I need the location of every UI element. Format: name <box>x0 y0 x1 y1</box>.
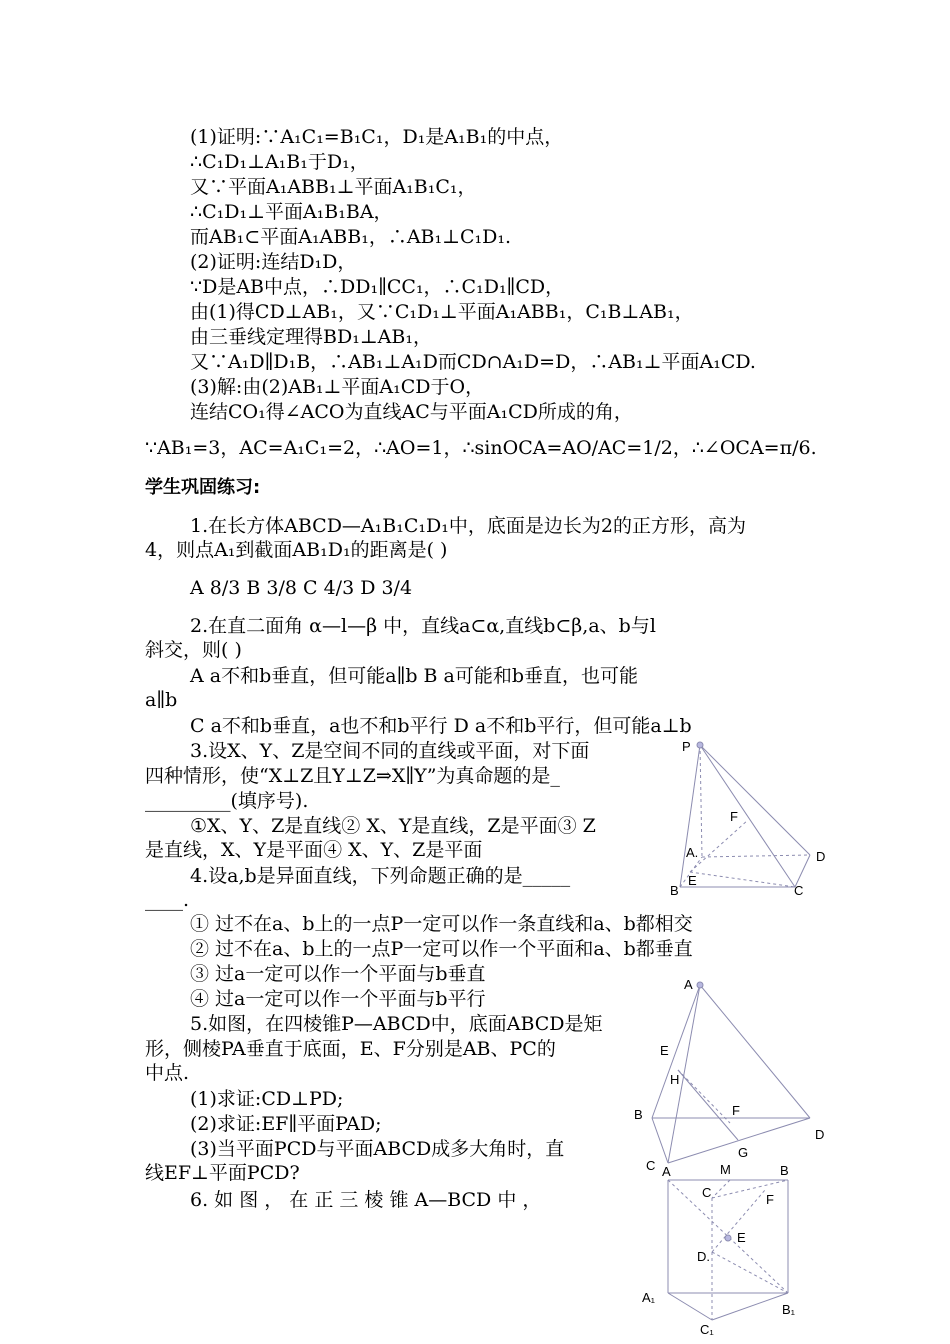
label-b: B <box>670 883 679 898</box>
text-line: ② 过不在a、b上的一点P一定可以作一个平面和a、b都垂直 <box>190 938 693 960</box>
text-line: ∴C₁D₁⊥A₁B₁于D₁， <box>190 151 369 173</box>
text-line: (3)当平面PCD与平面ABCD成多大角时，直 <box>190 1138 565 1160</box>
text-line: 而AB₁⊂平面A₁ABB₁，∴AB₁⊥C₁D₁. <box>190 226 512 248</box>
label-e: E <box>737 1230 746 1245</box>
label-b: B <box>780 1163 789 1178</box>
text-line: (2)证明:连结D₁D， <box>190 251 357 273</box>
label-d: D <box>816 849 826 864</box>
text-line: 由(1)得CD⊥AB₁，又∵C₁D₁⊥平面A₁ABB₁，C₁B⊥AB₁， <box>190 301 694 323</box>
text-line: 5.如图，在四棱锥P—ABCD中，底面ABCD是矩 <box>190 1013 603 1035</box>
text-line: 斜交，则( ) <box>145 639 242 661</box>
text-line: 又∵平面A₁ABB₁⊥平面A₁B₁C₁， <box>190 176 477 198</box>
text-line: (2)求证:EF∥平面PAD; <box>190 1113 382 1135</box>
text-line: 连结CO₁得∠ACO为直线AC与平面A₁CD所成的角， <box>190 401 633 423</box>
label-c: C <box>794 883 804 898</box>
text-line: ∵AB₁=3，AC=A₁C₁=2，∴AO=1，∴sinOCA=AO/AC=1/2，∴∠OCA=π/6. <box>145 437 817 459</box>
text-line: ____. <box>145 889 190 911</box>
label-c1: C₁ <box>700 1322 714 1337</box>
text-line: (1)求证:CD⊥PD; <box>190 1088 344 1110</box>
text-line: ④ 过a一定可以作一个平面与b平行 <box>190 988 486 1010</box>
text-line: 形，侧棱PA垂直于底面，E、F分别是AB、PC的 <box>145 1038 556 1060</box>
text-line: 3.设X、Y、Z是空间不同的直线或平面，对下面 <box>190 740 590 762</box>
label-m: M <box>720 1162 731 1177</box>
text-line: (3)解:由(2)AB₁⊥平面A₁CD于O， <box>190 376 485 398</box>
label-a: A. <box>686 845 699 860</box>
label-f: F <box>766 1192 774 1207</box>
label-d: D <box>815 1127 825 1142</box>
label-f: F <box>732 1103 740 1118</box>
label-d: D. <box>697 1249 710 1264</box>
text-line: ∴C₁D₁⊥平面A₁B₁BA， <box>190 201 393 223</box>
text-line: 中点. <box>145 1062 190 1084</box>
pyramid-figure-1 <box>670 735 835 900</box>
label-c: C <box>702 1185 712 1200</box>
label-b1: B₁ <box>782 1302 796 1317</box>
text-line: 是直线，X、Y是平面④ X、Y、Z是平面 <box>145 839 483 861</box>
text-line: 四种情形，使“X⊥Z且Y⊥Z⇒X∥Y”为真命题的是_ <box>145 765 560 787</box>
label-c: C <box>646 1158 656 1173</box>
text-line: ③ 过a一定可以作一个平面与b垂直 <box>190 963 486 985</box>
text-line: ①X、Y、Z是直线② X、Y是直线，Z是平面③ Z <box>190 815 596 837</box>
prism-figure-3 <box>640 1160 815 1340</box>
label-a: A <box>662 1164 671 1179</box>
text-line: ∵D是AB中点，∴DD₁∥CC₁，∴C₁D₁∥CD， <box>190 276 565 298</box>
text-line: ① 过不在a、b上的一点P一定可以作一条直线和a、b都相交 <box>190 913 693 935</box>
label-a1: A₁ <box>642 1290 656 1305</box>
text-line: A a不和b垂直，但可能a∥b B a可能和b垂直，也可能 <box>190 665 639 687</box>
text-line: (1)证明:∵A₁C₁=B₁C₁，D₁是A₁B₁的中点， <box>190 126 564 148</box>
label-f: F <box>730 809 738 824</box>
text-line: _________(填序号). <box>145 790 309 812</box>
label-a: A <box>684 977 693 992</box>
label-h: H <box>670 1072 680 1087</box>
text-line: 6. 如 图 ， 在 正 三 棱 锥 A—BCD 中 ， <box>190 1189 542 1211</box>
text-line: 1.在长方体ABCD—A₁B₁C₁D₁中，底面是边长为2的正方形，高为 <box>190 515 746 537</box>
text-line: 4，则点A₁到截面AB₁D₁的距离是( ) <box>145 539 448 561</box>
section-heading: 学生巩固练习: <box>145 477 261 498</box>
text-line: C a不和b垂直，a也不和b平行 D a不和b平行，但可能a⊥b <box>190 715 692 737</box>
label-e: E <box>660 1043 669 1058</box>
label-e: E <box>688 873 697 888</box>
text-line: a∥b <box>145 689 178 711</box>
label-g: G <box>738 1145 749 1160</box>
text-line: 由三垂线定理得BD₁⊥AB₁， <box>190 326 432 348</box>
text-line: 线EF⊥平面PCD? <box>145 1162 300 1184</box>
label-b: B <box>634 1107 643 1122</box>
text-line: 2.在直二面角 α—l—β 中，直线a⊂α,直线b⊂β,a、b与l <box>190 615 656 637</box>
answer-options: A 8/3 B 3/8 C 4/3 D 3/4 <box>190 577 413 599</box>
text-line: 4.设a,b是异面直线，下列命题正确的是_____ <box>190 865 571 887</box>
text-line: 又∵A₁D∥D₁B，∴AB₁⊥A₁D而CD∩A₁D=D，∴AB₁⊥平面A₁CD. <box>190 351 756 373</box>
label-p: P <box>682 739 691 754</box>
tetrahedron-figure-2 <box>630 975 830 1175</box>
